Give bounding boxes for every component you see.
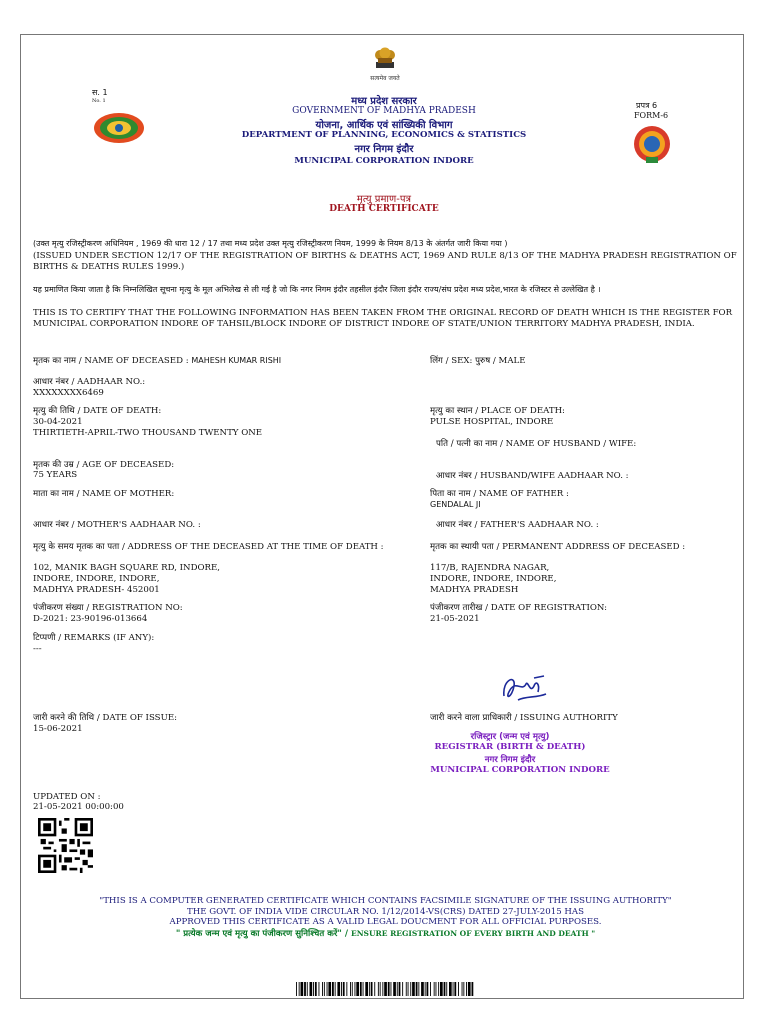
national-emblem-icon	[370, 44, 400, 72]
registrar-signature-icon	[498, 670, 550, 706]
mother-name-label: माता का नाम / NAME OF MOTHER:	[33, 489, 175, 499]
certify-english: THIS IS TO CERTIFY THAT THE FOLLOWING INFORMATION HAS BEEN TAKEN FROM THE ORIGINAL RECORD OF DEATH WHICH IS THE REGISTER FOR MUNICIPAL CORPORATION INDORE OF TAHSIL/BLOCK INDORE OF DISTRICT INDORE OF STATE/UNION TERRITORY MADHYA PRADESH, INDIA.	[33, 308, 733, 329]
footer-slogan: " प्रत्येक जन्म एवं मृत्यु का पंजीकरण सुनिश्चित करें" / ENSURE REGISTRATION OF EVERY BIRTH AND DEATH "	[175, 929, 596, 939]
aadhaar-label: आधार नंबर / AADHAAR NO.:	[33, 377, 146, 387]
mother-aadhaar-label: आधार नंबर / MOTHER'S AADHAAR NO. :	[33, 520, 201, 530]
issued-under-hindi: (उक्त मृत्यु रजिस्ट्रीकरण अधिनियम , 1969 की धारा 12 / 17 तथा मध्य प्रदेश उक्त मृत्यु रजिस्ट्रीकरण नियम, 1999 के नियम 8/13 के अंतर्गत जारी किया गया )	[33, 239, 508, 248]
permanent-address-line2: INDORE, INDORE, INDORE,	[430, 574, 557, 584]
emblem-motto: सत्यमेव जयते	[370, 75, 400, 82]
sex-row: लिंग / SEX: पुरुष / MALE	[430, 356, 526, 366]
age-label: मृतक की उम्र / AGE OF DECEASED:	[33, 460, 175, 470]
corp-title-english: MUNICIPAL CORPORATION INDORE	[294, 156, 474, 166]
date-of-death-words: THIRTIETH-APRIL-TWO THOUSAND TWENTY ONE	[33, 428, 263, 438]
certificate-title-hindi: मृत्यु प्रमाण-पत्र	[356, 194, 412, 205]
place-of-death-value: PULSE HOSPITAL, INDORE	[430, 417, 554, 427]
certificate-border	[20, 34, 744, 999]
issuing-authority-label: जारी करने वाला प्राधिकारी / ISSUING AUTHORITY	[430, 713, 618, 723]
footer-line-2: THE GOVT. OF INDIA VIDE CIRCULAR NO. 1/12/2014-VS(CRS) DATED 27-JULY-2015 HAS	[187, 907, 584, 917]
date-of-death-value: 30-04-2021	[33, 417, 83, 427]
mp-government-logo-icon	[93, 112, 145, 144]
registrar-corp-hindi: नगर निगम इंदौर	[484, 755, 536, 765]
municipal-corporation-logo-icon	[628, 124, 676, 164]
remarks-label: टिप्पणी / REMARKS (IF ANY):	[33, 633, 155, 643]
registrar-title-hindi: रजिस्ट्रार (जन्म एवं मृत्यु)	[470, 732, 550, 742]
registration-date-value: 21-05-2021	[430, 614, 480, 624]
registrar-title-english: REGISTRAR (BIRTH & DEATH)	[434, 742, 586, 752]
father-name-value: GENDALAL JI	[430, 500, 481, 509]
corp-title-hindi: नगर निगम इंदौर	[354, 144, 414, 155]
qr-code-icon[interactable]	[38, 818, 93, 873]
father-name-label: पिता का नाम / NAME OF FATHER :	[430, 489, 569, 499]
father-aadhaar-label: आधार नंबर / FATHER'S AADHAAR NO. :	[436, 520, 599, 530]
place-of-death-label: मृत्यु का स्थान / PLACE OF DEATH:	[430, 406, 565, 416]
deceased-name-row: मृतक का नाम / NAME OF DECEASED : MAHESH KUMAR RISHI	[33, 356, 282, 366]
age-value: 75 YEARS	[33, 470, 78, 480]
aadhaar-value: XXXXXXXX6469	[33, 388, 104, 398]
permanent-address-line3: MADHYA PRADESH	[430, 585, 519, 595]
certify-hindi: यह प्रमाणित किया जाता है कि निम्नलिखित सूचना मृत्यु के मूल अभिलेख से ली गई है जो कि नगर निगम इंदौर तहसील इंदौर जिला इंदौर राज्य/संघ प्रदेश मध्य प्रदेश,भारत के रजिस्टर से उल्लेखित है ।	[33, 285, 601, 294]
form-number-hindi: प्रपत्र 6	[636, 101, 658, 110]
permanent-address-line1: 117/B, RAJENDRA NAGAR,	[430, 563, 550, 573]
address-at-death-line2: INDORE, INDORE, INDORE,	[33, 574, 160, 584]
dept-title-english: DEPARTMENT OF PLANNING, ECONOMICS & STATISTICS	[241, 130, 527, 140]
registration-date-label: पंजीकरण तारीख / DATE OF REGISTRATION:	[430, 603, 608, 613]
gov-title-hindi: मध्य प्रदेश सरकार	[351, 96, 417, 107]
permanent-address-label: मृतक का स्थायी पता / PERMANENT ADDRESS OF DECEASED :	[430, 542, 686, 552]
registration-number-label: पंजीकरण संख्या / REGISTRATION NO:	[33, 603, 183, 613]
serial-hindi: स. 1	[92, 88, 108, 97]
issued-under-english: (ISSUED UNDER SECTION 12/17 OF THE REGISTRATION OF BIRTHS & DEATHS ACT, 1969 AND RULE 8/13 OF THE MADHYA PRADESH REGISTRATION OF BIRTHS & DEATHS RULES 1999.)	[33, 251, 737, 272]
date-of-issue-value: 15-06-2021	[33, 724, 83, 734]
certificate-title-english: DEATH CERTIFICATE	[329, 204, 439, 214]
form-number-english: FORM-6	[634, 111, 669, 120]
spouse-aadhaar-label: आधार नंबर / HUSBAND/WIFE AADHAAR NO. :	[436, 471, 629, 481]
date-of-issue-label: जारी करने की तिथि / DATE OF ISSUE:	[33, 713, 177, 723]
date-of-death-label: मृत्यु की तिथि / DATE OF DEATH:	[33, 406, 162, 416]
deceased-name-value: MAHESH KUMAR RISHI	[191, 356, 282, 365]
serial-english: No. 1	[92, 98, 106, 104]
barcode-icon	[296, 982, 474, 996]
footer-line-1: "THIS IS A COMPUTER GENERATED CERTIFICATE WHICH CONTAINS FACSIMILE SIGNATURE OF THE ISSUING AUTHORITY"	[99, 896, 672, 906]
address-at-death-line1: 102, MANIK BAGH SQUARE RD, INDORE,	[33, 563, 220, 573]
updated-on-value: 21-05-2021 00:00:00	[33, 802, 124, 812]
registrar-corp-english: MUNICIPAL CORPORATION INDORE	[430, 765, 610, 775]
sex-value-hindi: पुरुष	[475, 356, 491, 366]
remarks-value: ---	[33, 644, 42, 654]
updated-on-label: UPDATED ON :	[33, 792, 101, 802]
address-at-death-line3: MADHYA PRADESH- 452001	[33, 585, 160, 595]
footer-line-3: APPROVED THIS CERTIFICATE AS A VALID LEGAL DOUCMENT FOR ALL OFFICIAL PURPOSES.	[169, 917, 602, 927]
gov-title-english: GOVERNMENT OF MADHYA PRADESH	[292, 106, 476, 116]
address-at-death-label: मृत्यु के समय मृतक का पता / ADDRESS OF THE DECEASED AT THE TIME OF DEATH :	[33, 542, 384, 552]
registration-number-value: D-2021: 23-90196-013664	[33, 614, 148, 624]
dept-title-hindi: योजना, आर्थिक एवं सांख्यिकी विभाग	[315, 120, 453, 131]
spouse-name-label: पति / पत्नी का नाम / NAME OF HUSBAND / WIFE:	[436, 439, 637, 449]
sex-value-english: / MALE	[490, 356, 526, 366]
